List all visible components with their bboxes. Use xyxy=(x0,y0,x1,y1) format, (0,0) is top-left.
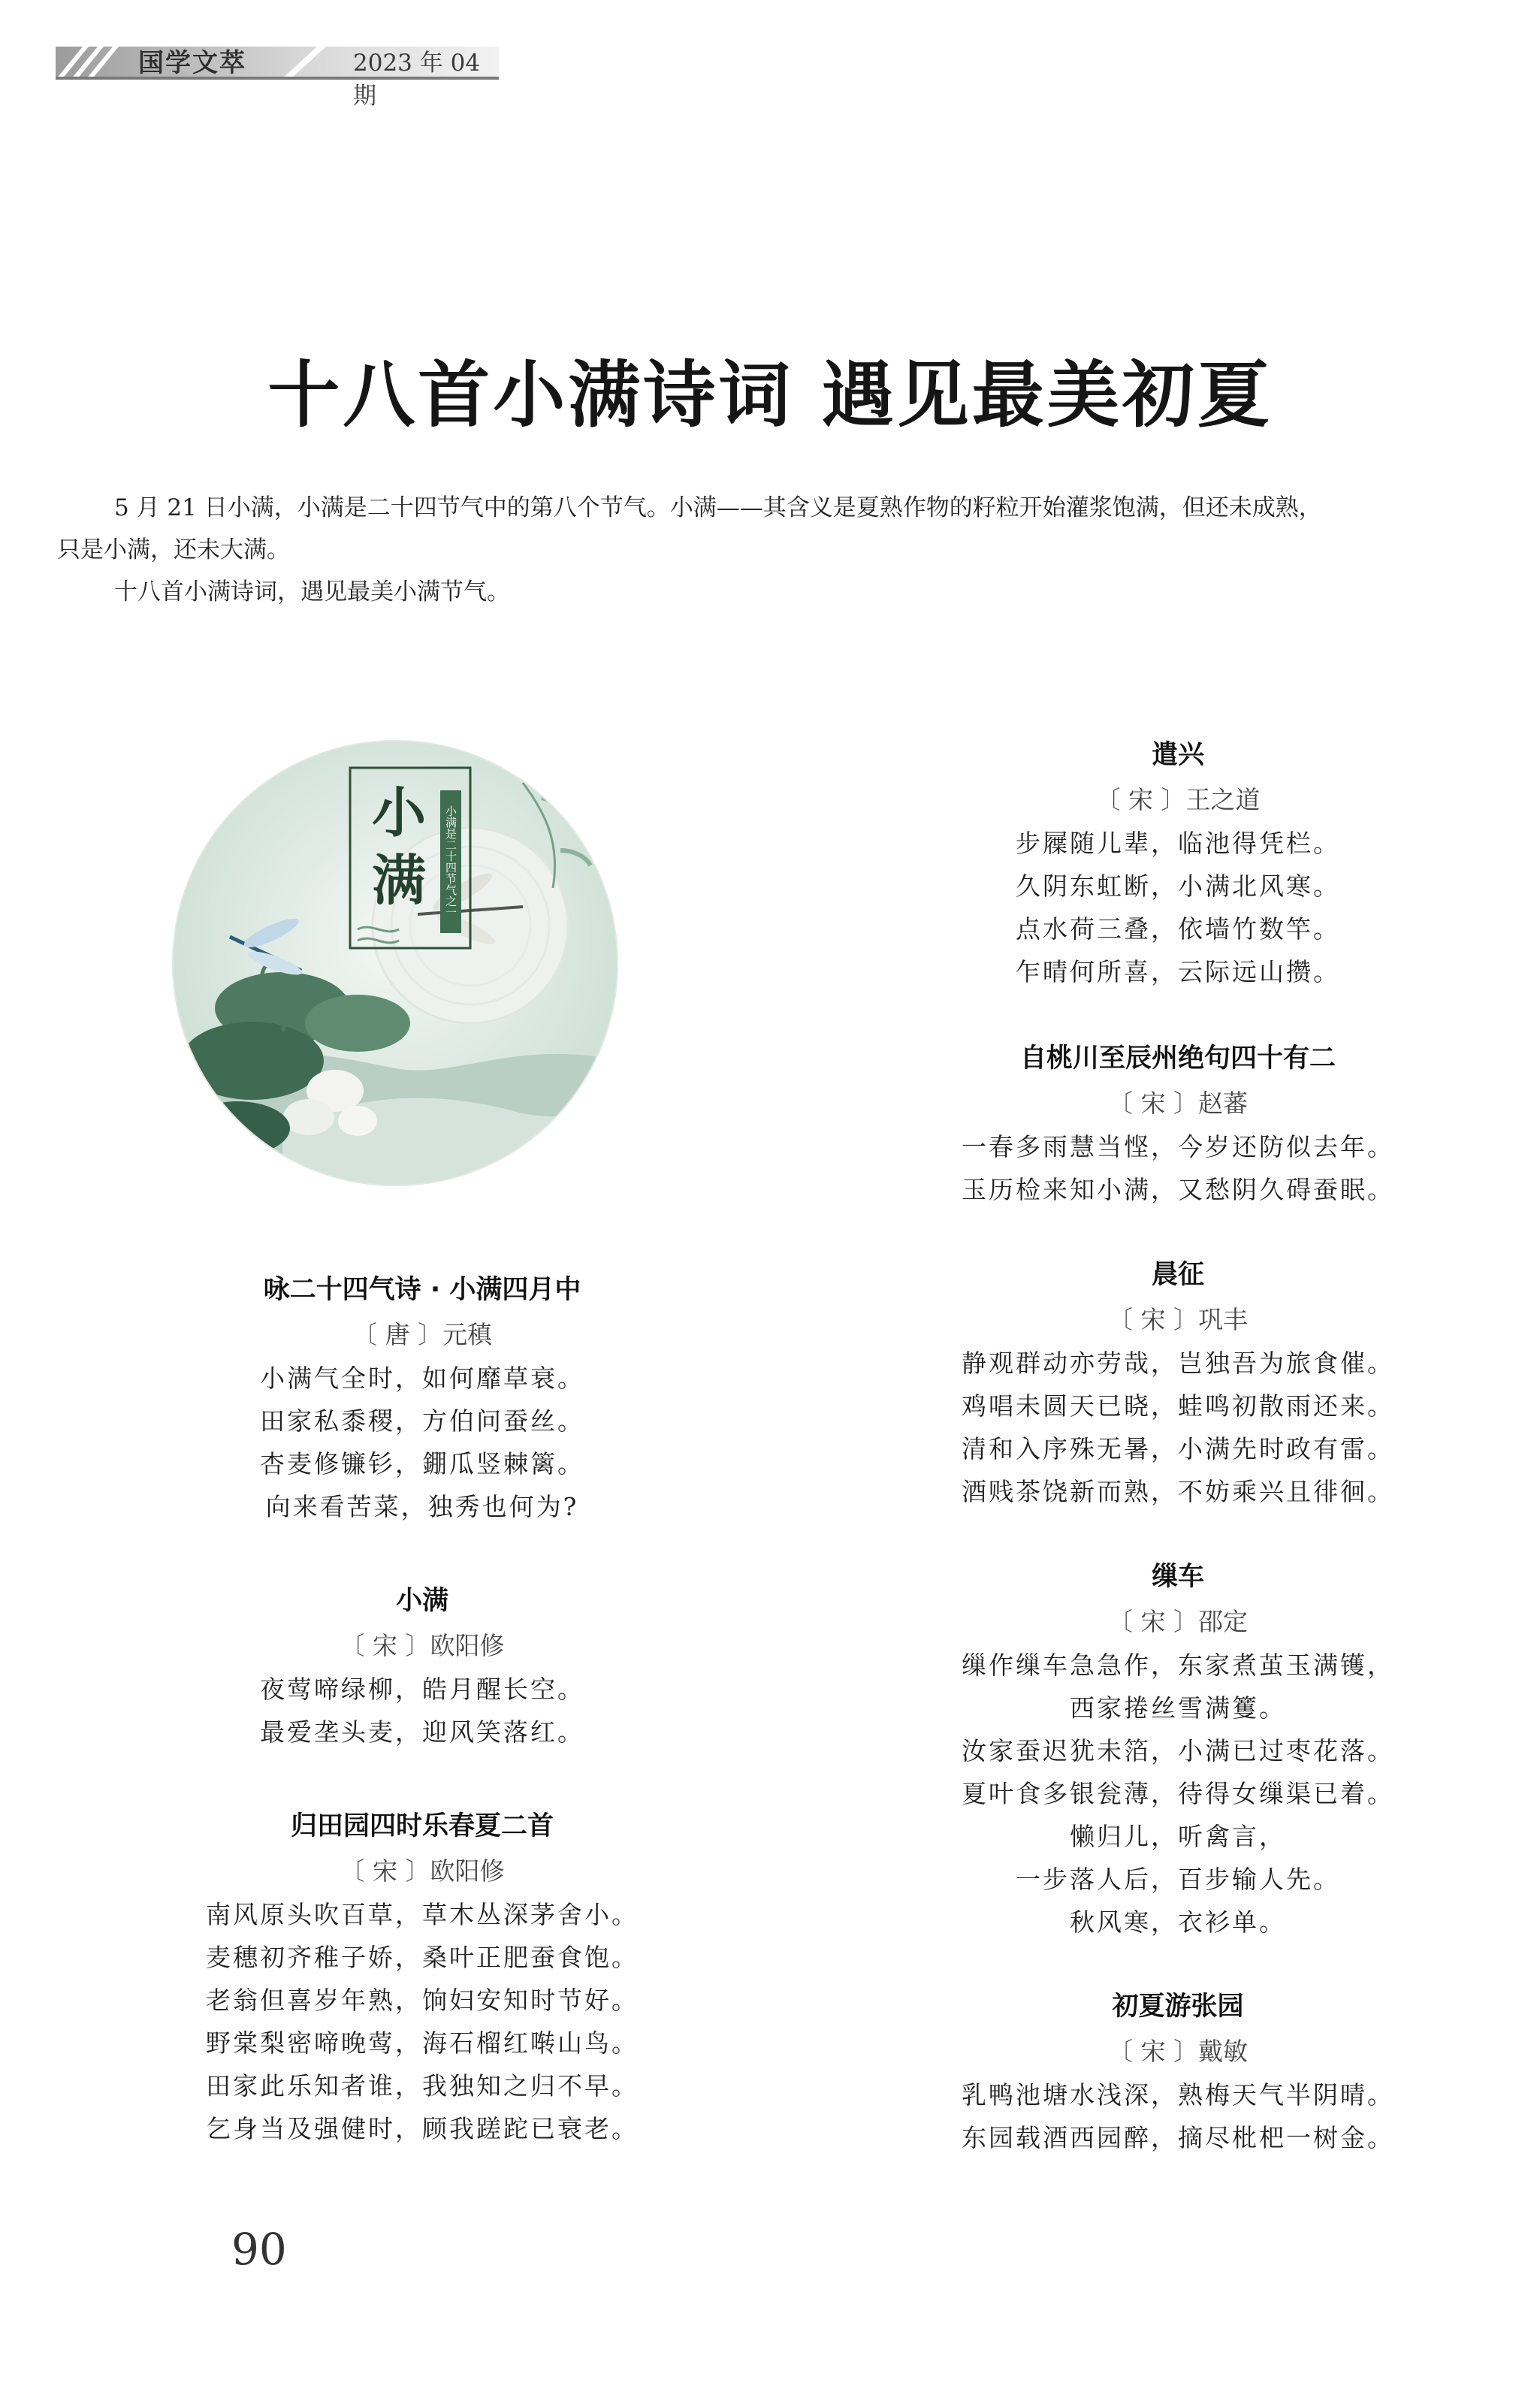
illustration-art xyxy=(170,738,621,1188)
poem-line: 玉历检来知小满，又愁阴久碍蚕眠。 xyxy=(962,1175,1394,1204)
poem-line: 南风原头吹百草，草木丛深茅舍小。 xyxy=(206,1900,639,1929)
poem-title: 咏二十四气诗 · 小满四月中 xyxy=(263,1275,581,1305)
poem-line: 酒贱茶饶新而熟，不妨乘兴且徘徊。 xyxy=(962,1477,1394,1506)
poem-7 xyxy=(915,1554,1441,1944)
poem-5 xyxy=(915,1035,1441,1211)
article-title: 十八首小满诗词 遇见最美初夏 xyxy=(267,352,1273,437)
illustration-char: 小 xyxy=(371,781,427,844)
poem-title: 遣兴 xyxy=(1151,740,1204,770)
intro-line: 十八首小满诗词，遇见最美小满节气。 xyxy=(114,578,510,606)
poem-line: 西家捲丝雪满籆。 xyxy=(1070,1693,1286,1723)
poem-line: 田家私黍稷，方伯问蚕丝。 xyxy=(260,1406,584,1436)
poem-author: 〔 宋 〕邵定 xyxy=(1108,1607,1248,1636)
poem-line: 乳鸭池塘水浅深，熟梅天气半阴晴。 xyxy=(962,2080,1394,2110)
poem-line: 点水荷三叠，依墙竹数竿。 xyxy=(1016,914,1340,944)
poem-author: 〔 宋 〕王之道 xyxy=(1095,785,1261,814)
poem-line: 小满气全时，如何靡草衰。 xyxy=(260,1364,584,1393)
poem-line: 夏叶食多银瓮薄，待得女缫渠已着。 xyxy=(962,1779,1394,1808)
intro-line: 只是小满，还未大满。 xyxy=(57,536,290,563)
poem-author: 〔 宋 〕欧阳修 xyxy=(340,1631,505,1660)
poem-line: 缫作缫车急急作，东家煮茧玉满镬， xyxy=(962,1651,1394,1680)
poem-line: 乍晴何所喜，云际远山攒。 xyxy=(1016,957,1340,986)
poem-author: 〔 唐 〕元稹 xyxy=(352,1320,492,1349)
poem-line: 最爱垄头麦，迎风笑落红。 xyxy=(260,1717,584,1747)
poem-line: 静观群动亦劳哉，岂独吾为旅食催。 xyxy=(962,1349,1394,1378)
poem-4 xyxy=(915,732,1441,993)
poem-author: 〔 宋 〕巩丰 xyxy=(1108,1305,1248,1334)
section-name: 国学文萃 xyxy=(138,48,246,78)
poem-line: 懒归儿，听禽言， xyxy=(1070,1822,1286,1851)
poem-3 xyxy=(159,1803,685,2150)
poem-line: 汝家蚕迟犹未箔，小满已过枣花落。 xyxy=(962,1736,1394,1765)
illustration-char: 满 xyxy=(371,848,427,912)
poem-title: 自桃川至辰州绝句四十有二 xyxy=(1019,1043,1336,1074)
poem-2 xyxy=(197,1578,648,1753)
poem-line: 杏麦修镰钐，錋瓜竖棘篱。 xyxy=(260,1449,584,1478)
poem-line: 一春多雨慧当悭，今岁还防似去年。 xyxy=(962,1132,1394,1161)
intro-line: 5 月 21 日小满，小满是二十四节气中的第八个节气。小满——其含义是夏熟作物的籽粒开始灌浆饱满，但还未成熟， xyxy=(114,494,1322,521)
poem-line: 清和入序殊无暑，小满先时政有雷。 xyxy=(962,1434,1394,1463)
poem-author: 〔 宋 〕赵蕃 xyxy=(1108,1089,1248,1118)
poem-title: 晨征 xyxy=(1151,1260,1204,1290)
poem-line: 夜莺啼绿柳，皓月醒长空。 xyxy=(260,1675,584,1704)
poem-title: 小满 xyxy=(395,1586,448,1616)
poem-line: 乞身当及强健时，顾我蹉跎已衰老。 xyxy=(206,2114,639,2143)
poem-line: 麦穗初齐稚子娇，桑叶正肥蚕食饱。 xyxy=(206,1943,639,1972)
poem-author: 〔 宋 〕欧阳修 xyxy=(340,1856,505,1886)
poem-line: 鸡唱未圆天已晓，蛙鸣初散雨还来。 xyxy=(962,1391,1394,1421)
page-number: 90 xyxy=(231,2224,287,2275)
poem-title: 归田园四时乐春夏二首 xyxy=(290,1811,554,1841)
illustration-seal-text: 小满是二十四节气之一 xyxy=(444,805,457,918)
poem-line: 老翁但喜岁年熟，饷妇安知时节好。 xyxy=(206,1986,639,2015)
journal-header xyxy=(56,47,499,110)
poem-line: 向来看苦菜，独秀也何为? xyxy=(265,1492,579,1521)
article-intro xyxy=(57,487,1484,613)
poem-1 xyxy=(197,1267,648,1528)
poem-line: 步屧随儿辈，临池得凭栏。 xyxy=(1016,829,1340,858)
poem-line: 秋风寒，衣衫单。 xyxy=(1070,1907,1286,1937)
issue-number: 2023 年 04 期 xyxy=(353,50,481,110)
poem-8 xyxy=(915,1983,1441,2159)
poem-line: 一步落人后，百步输人先。 xyxy=(1016,1865,1340,1894)
poem-author: 〔 宋 〕戴敏 xyxy=(1108,2037,1248,2066)
poem-line: 东园载酒西园醉，摘尽枇杷一树金。 xyxy=(962,2123,1394,2152)
xiaoman-illustration xyxy=(170,738,621,1188)
poem-title: 缫车 xyxy=(1151,1562,1204,1592)
poem-title: 初夏游张园 xyxy=(1112,1992,1244,2022)
poem-line: 久阴东虹断，小满北风寒。 xyxy=(1016,871,1340,901)
poem-line: 野棠梨密啼晚莺，海石榴红啭山鸟。 xyxy=(206,2028,639,2058)
poem-line: 田家此乐知者谁，我独知之归不早。 xyxy=(206,2071,639,2101)
poem-6 xyxy=(915,1252,1441,1513)
